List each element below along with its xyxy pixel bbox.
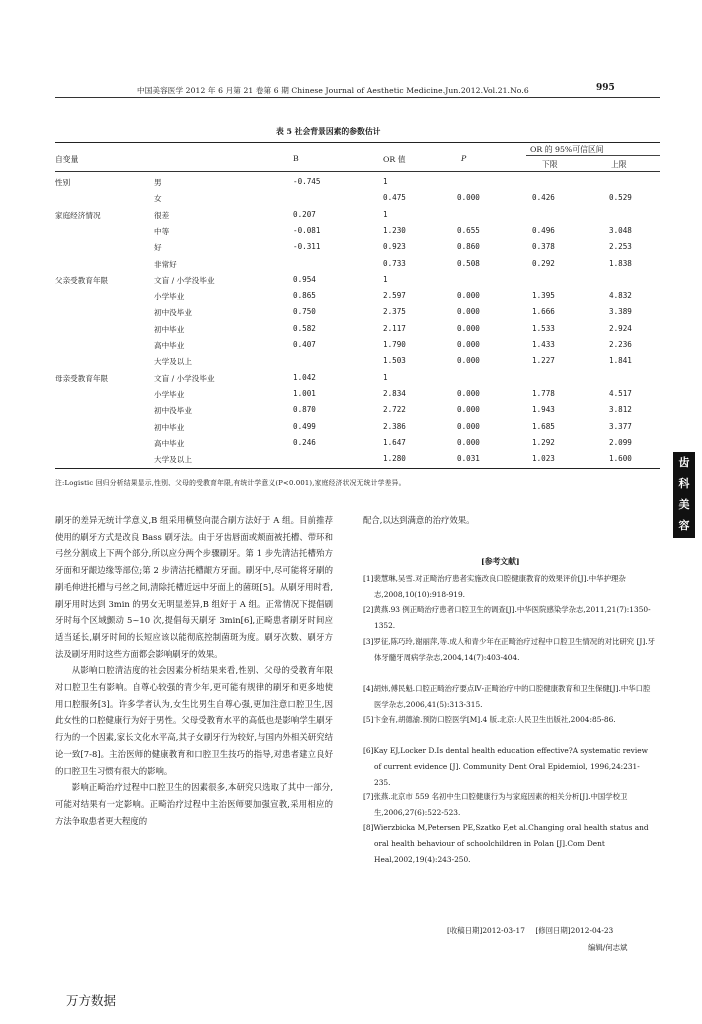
table-cell-p: 0.000 — [457, 340, 480, 349]
table-cell-hi: 3.812 — [609, 405, 632, 415]
table-cell-or: 2.117 — [383, 323, 406, 333]
col-header-lower: 下限 — [542, 160, 558, 169]
table-cell-level: 很差 — [154, 210, 170, 220]
table-cell-hi: 2.099 — [609, 437, 632, 447]
paragraph: 影响正畸治疗过程中口腔卫生的因素很多,本研究只选取了其中一部分,可能对结果有一定影响。正畸治疗过程中主治医师要加强宣教,采用相应的方法争取患者更大程度的 — [55, 782, 333, 826]
table-cell-level: 文盲 / 小学没毕业 — [154, 275, 215, 285]
table-cell-p: 0.000 — [457, 405, 480, 415]
table-cell-level: 初中没毕业 — [154, 308, 192, 318]
table-cell-hi: 2.253 — [609, 242, 632, 252]
side-tab-char: 容 — [678, 519, 690, 532]
reference-item: [3]罗征,陈巧玲,谢丽萍,等.成人和青少年在正畸治疗过程中口腔卫生情况的对比研究 [J].牙体牙髓牙周病学杂志,2004,14(7):403-404. — [363, 637, 655, 662]
table-cell-level: 初中毕业 — [154, 324, 185, 334]
table-cell-lo: 1.943 — [532, 405, 555, 415]
reference-item: [2]黄燕.93 例正畸治疗患者口腔卫生的调查[J].中华医院感染学杂志,2011,21(7):1350-1352. — [363, 605, 651, 630]
table-cell-or: 0.733 — [383, 258, 406, 268]
table-cell-lo: 0.378 — [532, 242, 555, 252]
reference-item: [7]张燕.北京市 559 名初中生口腔健康行为与家庭因素的相关分析[J].中国学校卫生,2006,27(6):522-523. — [363, 792, 628, 817]
table-cell-or: 1 — [383, 177, 388, 186]
reference-item: [1]裴慧琳,吴雪.对正畸治疗患者实施改良口腔健康教育的效果评价[J].中华护理杂志,2008,10(10):918-919. — [363, 574, 626, 599]
table-caption: 表 5 社会背景因素的参数估计 — [276, 127, 381, 136]
table-cell-lo: 1.685 — [532, 421, 555, 431]
reference-item: [4]胡炜,傅民魁.口腔正畸治疗要点Ⅳ-正畸治疗中的口腔健康教育和卫生保健[J].中华口腔医学杂志,2006,41(5):313-315. — [363, 684, 651, 709]
table-cell-p: 0.508 — [457, 258, 480, 268]
col-header-p: P — [461, 154, 467, 163]
table-cell-hi: 0.529 — [609, 193, 632, 203]
table-cell-hi: 1.600 — [609, 454, 632, 464]
paragraph: 刷牙的差异无统计学意义,B 组采用横竖向混合刷方法好于 A 组。目前推荐使用的刷牙方式是改良 Bass 刷牙法。由于牙齿唇面或颊面被托槽、带环和弓丝分割成上下两个部分,所以应分两个步骤刷牙。第 1 步先清洁托槽殆方牙面和牙龈边缘等部位;第 2 步清洁托槽龈方牙面。刷牙中,尽可能将牙刷的刷毛伸进托槽与弓丝之间,清除托槽近远中牙面上的菌斑[5]。从刷牙用时看,刷牙用时达到 3min 的男女无明显差异,B 组好于 A 组。正常情况下提倡刷牙时每个区域颤动 5~10 次,提倡每天刷牙 3min[6],正畸患者刷牙时间应适当延长,刷牙时间的长短应该以能彻底控制菌斑为度。刷牙次数、刷牙方法及刷牙用时这些方面都会影响刷牙的效果。 — [55, 515, 333, 659]
table-cell-p: 0.000 — [457, 291, 480, 301]
table-cell-level: 中等 — [154, 226, 170, 236]
table-cell-b: -0.081 — [293, 225, 321, 235]
table-cell-or: 1.230 — [383, 225, 406, 235]
table-cell-p: 0.655 — [457, 225, 480, 235]
col-header-b: B — [293, 154, 299, 163]
table-cell-level: 小学毕业 — [154, 389, 185, 399]
table-cell-lo: 1.395 — [532, 291, 555, 301]
table-cell-level: 文盲 / 小学没毕业 — [154, 373, 215, 383]
table-bottom-rule — [55, 468, 660, 469]
left-column — [55, 512, 333, 829]
side-tab-char: 科 — [678, 477, 690, 490]
table-cell-or: 2.375 — [383, 307, 406, 317]
table-cell-p: 0.031 — [457, 454, 480, 464]
ci-subrule — [526, 155, 660, 156]
table-cell-lo: 1.227 — [532, 356, 555, 366]
table-cell-level: 男 — [154, 178, 162, 187]
table-cell-level: 初中没毕业 — [154, 406, 192, 416]
side-tab-char: 美 — [678, 498, 690, 511]
reference-item: [8]Wierzbicka M,Petersen PE,Szatko F,et al.Changing oral health status and oral health behaviour of schoolchildren in Polan [J].Com Dent Heal,2002,19(4):243-250. — [363, 823, 649, 864]
table-cell-p: 0.000 — [457, 323, 480, 333]
table-cell-or: 0.923 — [383, 242, 406, 252]
section-side-tab — [673, 452, 695, 538]
revised-date: [修回日期]2012-04-23 — [535, 926, 614, 935]
table-cell-or: 1 — [383, 209, 388, 219]
table-cell-level: 初中毕业 — [154, 422, 185, 432]
table-cell-hi: 4.832 — [609, 291, 632, 301]
table-cell-b: 0.870 — [293, 405, 316, 415]
table-cell-level: 大学及以上 — [154, 357, 192, 367]
table-cell-b: 0.246 — [293, 437, 316, 447]
col-header-ci: OR 的 95%可信区间 — [530, 145, 604, 154]
table-cell-or: 2.597 — [383, 291, 406, 301]
page-number: 995 — [596, 83, 615, 93]
table-cell-or: 1 — [383, 274, 388, 284]
table-cell-level: 女 — [154, 194, 162, 204]
table-cell-group: 父亲受教育年限 — [55, 275, 109, 285]
table-cell-b: 0.582 — [293, 323, 316, 333]
reference-item: [6]Kay EJ,Locker D.Is dental health education effective?A systematic review of current evidence [J]. Community Dent Oral Epidemiol, 1996,24:231-235. — [363, 746, 648, 787]
table-cell-level: 高中毕业 — [154, 438, 185, 448]
table-cell-b: 0.207 — [293, 209, 316, 219]
table-cell-or: 1.280 — [383, 454, 406, 464]
received-dates — [447, 925, 613, 936]
table-cell-p: 0.000 — [457, 437, 480, 447]
table-cell-level: 非常好 — [154, 259, 177, 269]
table-cell-level: 小学毕业 — [154, 292, 185, 302]
table-cell-group: 性别 — [55, 178, 71, 187]
table-cell-hi: 2.924 — [609, 323, 632, 333]
table-cell-or: 2.834 — [383, 388, 406, 398]
col-header-or: OR 值 — [383, 155, 406, 164]
table-cell-b: 0.750 — [293, 307, 316, 317]
header-rule — [55, 97, 660, 98]
table-cell-p: 0.000 — [457, 307, 480, 317]
col-header-variable: 自变量 — [55, 155, 79, 164]
table-cell-hi: 3.048 — [609, 225, 632, 235]
footer-brand: 万方数据 — [66, 993, 117, 1008]
table-cell-or: 1 — [383, 372, 388, 382]
col-header-upper: 上限 — [611, 160, 627, 169]
table-cell-hi: 3.389 — [609, 307, 632, 317]
table-note: 注:Logistic 回归分析结果显示,性别、父母的受教育年限,有统计学意义(P<0.001),家庭经济状况无统计学差异。 — [55, 479, 406, 487]
paragraph: 从影响口腔清洁度的社会因素分析结果来看,性别、父母的受教育年限对口腔卫生有影响。自尊心较强的青少年,更可能有规律的刷牙和更多地使用口腔服务[3]。许多学者认为,女生比男生自尊心强,更加注意口腔卫生,因此女性的口腔健康行为好于男性。父母受教育水平的高低也是影响学生刷牙行为的一个因素,家长文化水平高,其子女刷牙行为较好,与国内外相关研究结论一致[7-8]。主治医师的健康教育和口腔卫生技巧的指导,对患者建立良好的口腔卫生习惯有很大的影响。 — [55, 665, 333, 776]
table-top-rule — [55, 142, 660, 143]
table-cell-lo: 1.433 — [532, 340, 555, 349]
table-cell-b: 0.954 — [293, 274, 316, 284]
table-cell-group: 家庭经济情况 — [55, 210, 101, 220]
table-header-rule — [55, 171, 660, 172]
running-head: 中国美容医学 2012 年 6 月第 21 卷第 6 期 Chinese Journal of Aesthetic Medicine.Jun.2012.Vol.21.No.6 — [137, 86, 529, 95]
table-cell-level: 好 — [154, 243, 162, 253]
table-cell-lo: 1.023 — [532, 454, 555, 464]
table-cell-or: 0.475 — [383, 193, 406, 203]
side-tab-char: 齿 — [678, 456, 690, 469]
references-title: [参考文献] — [481, 557, 520, 566]
table-cell-or: 2.386 — [383, 421, 406, 431]
table-cell-hi: 4.517 — [609, 388, 632, 398]
table-cell-lo: 0.496 — [532, 225, 555, 235]
table-cell-b: 0.865 — [293, 291, 316, 301]
table-cell-b: 0.499 — [293, 421, 316, 431]
table-cell-lo: 1.533 — [532, 323, 555, 333]
table-cell-hi: 1.841 — [609, 356, 632, 366]
table-cell-lo: 1.666 — [532, 307, 555, 317]
table-cell-lo: 0.292 — [532, 258, 555, 268]
table-cell-lo: 1.292 — [532, 437, 555, 447]
table-cell-p: 0.000 — [457, 193, 480, 203]
table-cell-or: 1.647 — [383, 437, 406, 447]
table-cell-b: 0.407 — [293, 340, 316, 349]
editor-line: 编辑/何志斌 — [588, 943, 628, 952]
table-cell-p: 0.000 — [457, 388, 480, 398]
table-cell-p: 0.000 — [457, 356, 480, 366]
table-cell-b: -0.745 — [293, 177, 321, 186]
table-cell-hi: 1.838 — [609, 258, 632, 268]
table-cell-group: 母亲受教育年限 — [55, 373, 109, 383]
table-cell-b: 1.001 — [293, 388, 316, 398]
table-cell-or: 1.790 — [383, 340, 406, 349]
table-cell-level: 大学及以上 — [154, 455, 192, 465]
right-column-intro: 配合,以达到满意的治疗效果。 — [363, 515, 475, 525]
table-cell-lo: 1.778 — [532, 388, 555, 398]
table-cell-or: 2.722 — [383, 405, 406, 415]
reference-item: [5]卞金有,胡德渝.预防口腔医学[M].4 版.北京:人民卫生出版社,2004:85-86. — [363, 715, 616, 724]
table-cell-p: 0.000 — [457, 421, 480, 431]
table-cell-hi: 3.377 — [609, 421, 632, 431]
table-cell-level: 高中毕业 — [154, 341, 185, 350]
table-cell-lo: 0.426 — [532, 193, 555, 203]
table-cell-b: -0.311 — [293, 242, 321, 252]
table-cell-p: 0.860 — [457, 242, 480, 252]
received-date: [收稿日期]2012-03-17 — [447, 926, 525, 935]
table-cell-b: 1.042 — [293, 372, 316, 382]
table-cell-or: 1.503 — [383, 356, 406, 366]
table-cell-hi: 2.236 — [609, 340, 632, 349]
